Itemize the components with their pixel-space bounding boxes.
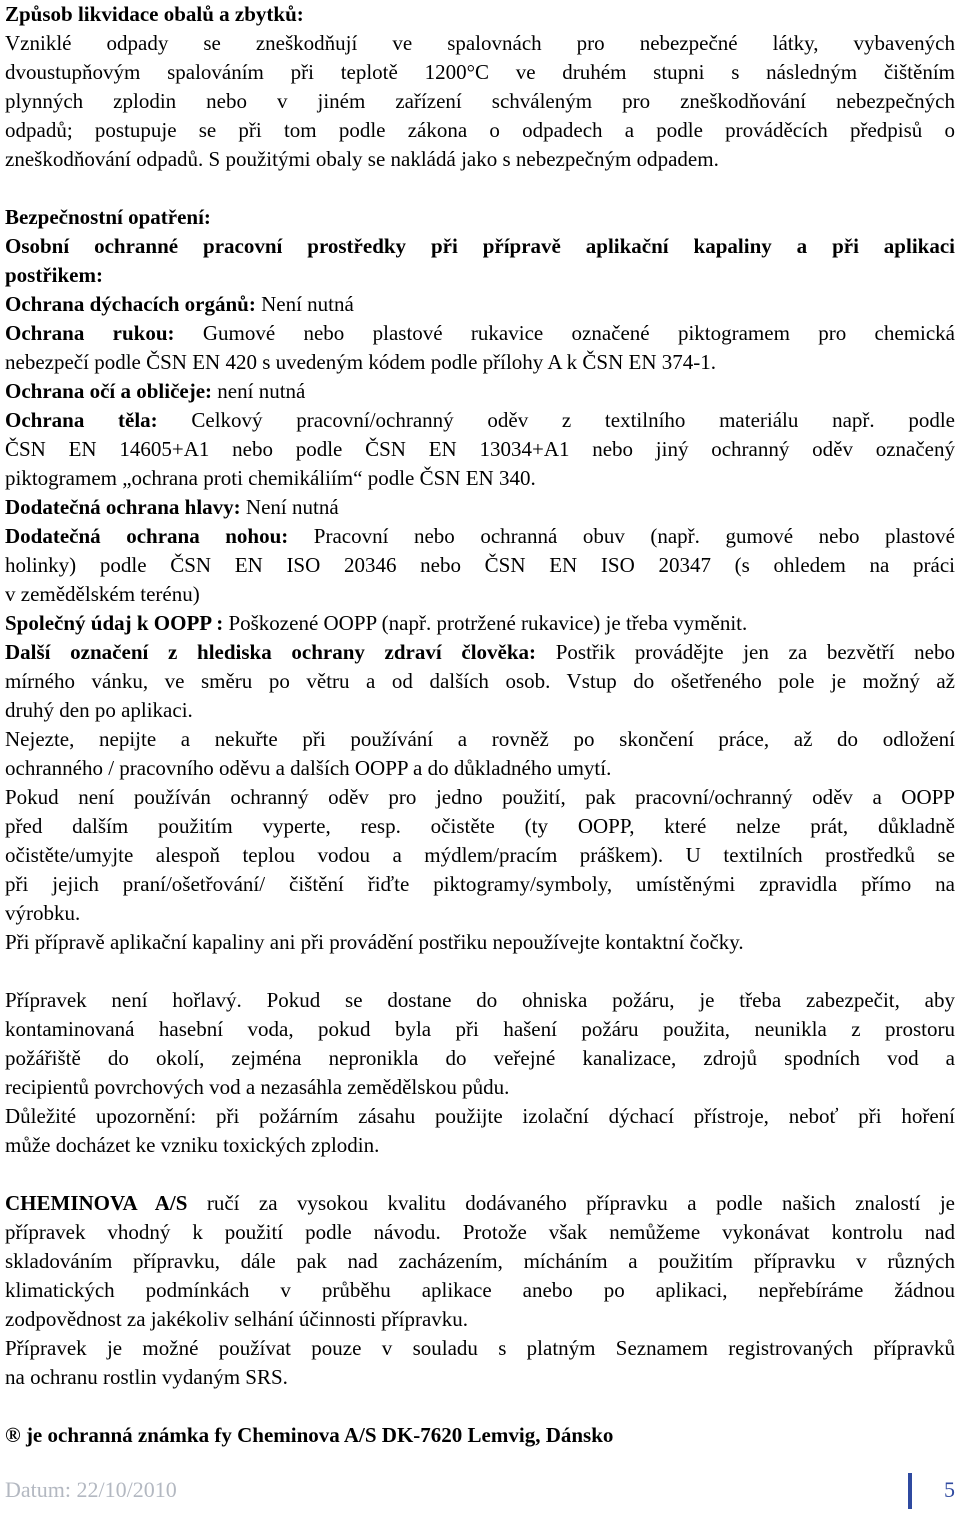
guarantee-section [5,1189,955,1392]
common-text: Poškozené OOPP (např. protržené rukavice) je třeba vyměnit. [223,611,748,635]
spacer [5,1160,955,1189]
feet-text-line: holinky) podle ČSN EN ISO 20346 nebo ČSN EN ISO 20347 (s ohledem na práci [5,553,955,577]
safety-section [5,203,955,957]
washing-line: při jejich praní/ošetřování/ čištění řiďte piktogramy/symboly, umístěnými zpravidla přímo na [5,872,955,896]
guarantee-line: skladováním přípravku, dále pak nad zacházením, mícháním a použitím přípravku v různých [5,1249,955,1273]
fire-line: kontaminovaná hasební voda, pokud byla při hašení požáru použita, neunikla z prostoru [5,1017,955,1041]
spacer [5,174,955,203]
respiratory-text: Není nutná [255,292,354,316]
disposal-line: plynných zplodin nebo v jiném zařízení schváleným pro zneškodňování nebezpečných [5,89,955,113]
body-text: Celkový pracovní/ochranný oděv z textilního materiálu např. podle [157,408,956,432]
feet-text-line: v zemědělském terénu) [5,582,200,606]
body-text-line: piktogramem „ochrana proti chemikáliím“ podle ČSN EN 340. [5,466,536,490]
body-text-line: ČSN EN 14605+A1 nebo podle ČSN EN 13034+A1 nebo jiný ochranný oděv označený [5,437,955,461]
footer-date: Datum: 22/10/2010 [5,1477,177,1502]
head-text: Není nutná [240,495,339,519]
safety-heading: Bezpečnostní opatření: [5,205,211,229]
hand-label: Ochrana rukou: [5,321,175,345]
disposal-line: dvoustupňovým spalováním při teplotě 1200°C ve druhém stupni s následným čištěním [5,60,955,84]
hand-protection [5,319,955,348]
footer-divider [908,1473,912,1509]
health-label: Další označení z hlediska ochrany zdraví člověka: [5,640,537,664]
fire-line: požářiště do okolí, zejména nepronikla do veřejné kanalizace, zdrojů spodních vod a [5,1046,955,1070]
guarantee-line: zodpovědnost za jakékoliv selhání účinnosti přípravku. [5,1307,469,1331]
fire-line: recipientů povrchových vod a nezasáhla zemědělskou půdu. [5,1075,510,1099]
eye-text: není nutná [212,379,306,403]
disposal-heading: Způsob likvidace obalů a zbytků: [5,2,304,26]
guarantee-line: přípravek vhodný k použití podle návodu. Protože však nemůžeme vykonávat kontrolu nad [5,1220,955,1244]
feet-protection [5,522,955,551]
eye-label: Ochrana očí a obličeje: [5,379,213,403]
document-page [5,0,955,1450]
company-name: CHEMINOVA A/S [5,1191,188,1215]
page-footer [0,1471,960,1511]
contact-lens-note: Při přípravě aplikační kapaliny ani při provádění postřiku nepoužívejte kontaktní čočky. [5,930,744,954]
disposal-line: Vzniklé odpady se zneškodňují ve spalovnách pro nebezpečné látky, vybavených [5,31,955,55]
spacer [5,1392,955,1421]
guarantee-line: klimatických podmínkách v průběhu aplikace anebo po aplikaci, nepřebíráme žádnou [5,1278,955,1302]
disposal-section [5,0,955,174]
ppe-heading: Osobní ochranné pracovní prostředky při přípravě aplikační kapaliny a při aplikaci [5,234,955,258]
common-ppe-note [5,609,955,638]
body-label: Ochrana těla: [5,408,158,432]
head-label: Dodatečná ochrana hlavy: [5,495,241,519]
disposal-line: zneškodňování odpadů. S použitými obaly se nakládá jako s nebezpečným odpadem. [5,147,719,171]
health-protection [5,638,955,667]
guarantee-first-line [5,1189,955,1218]
health-text: Postřik provádějte jen za bezvětří nebo [536,640,955,664]
page-number: 5 [944,1477,955,1502]
head-protection [5,493,955,522]
washing-line: Pokud není používán ochranný oděv pro jedno použití, pak pracovní/ochranný oděv a OOPP [5,785,955,809]
eye-protection [5,377,955,406]
hand-text-line: nebezpečí podle ČSN EN 420 s uvedeným kódem podle přílohy A k ČSN EN 374-1. [5,350,716,374]
disposal-line: odpadů; postupuje se při tom podle zákona o odpadech a podle prováděcích předpisů o [5,118,955,142]
feet-text: Pracovní nebo ochranná obuv (např. gumové nebo plastové [288,524,955,548]
hygiene-line: Nejezte, nepijte a nekuřte při používání a rovněž po skončení práce, až do odložení [5,727,955,751]
fire-section [5,986,955,1160]
hand-text: Gumové nebo plastové rukavice označené piktogramem pro chemická [174,321,956,345]
respiratory-label: Ochrana dýchacích orgánů: [5,292,256,316]
health-text-line: mírného vánku, ve směru po větru a od dalších osob. Vstup do ošetřeného pole je možný až [5,669,955,693]
fire-warning-line: může docházet ke vzniku toxických zplodin. [5,1133,380,1157]
fire-line: Přípravek není hořlavý. Pokud se dostane do ohniska požáru, je třeba zabezpečit, aby [5,988,955,1012]
registry-line: na ochranu rostlin vydaným SRS. [5,1365,288,1389]
respiratory-protection [5,290,955,319]
hygiene-line: ochranného / pracovního oděvu a dalších OOPP a do důkladného umytí. [5,756,612,780]
washing-line: výrobku. [5,901,81,925]
feet-label: Dodatečná ochrana nohou: [5,524,289,548]
washing-line: před dalším použitím vyperte, resp. očistěte (ty OOPP, které nelze prát, důkladně [5,814,955,838]
body-protection [5,406,955,435]
health-text-line: druhý den po aplikaci. [5,698,193,722]
trademark-note: ® je ochranná známka fy Cheminova A/S DK-7620 Lemvig, Dánsko [5,1423,614,1447]
spacer [5,957,955,986]
common-label: Společný údaj k OOPP : [5,611,224,635]
guarantee-text: ručí za vysokou kvalitu dodávaného přípravku a podle našich znalostí je [187,1191,955,1215]
washing-line: očistěte/umyjte alespoň teplou vodou a mýdlem/pracím práškem). U textilních prostředků se [5,843,955,867]
fire-warning-line: Důležité upozornění: při požárním zásahu použijte izolační dýchací přístroje, neboť při hoření [5,1104,955,1128]
registry-line: Přípravek je možné používat pouze v souladu s platným Seznamem registrovaných přípravků [5,1336,955,1360]
ppe-heading: postřikem: [5,263,103,287]
